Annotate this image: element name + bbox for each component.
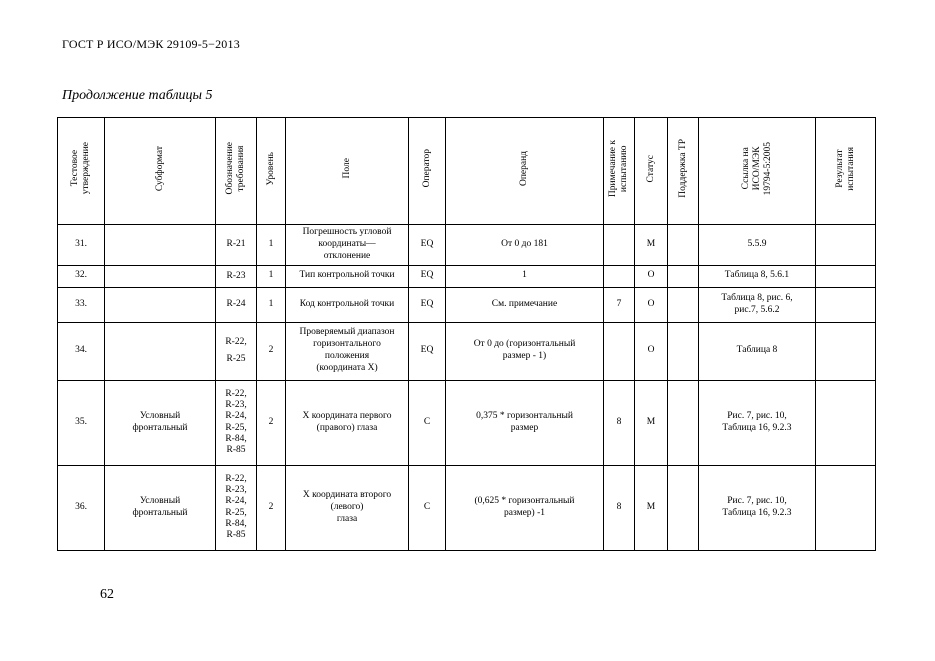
cell-tp-support xyxy=(668,265,699,287)
cell-operator: EQ xyxy=(409,265,446,287)
cell-reference: Рис. 7, рис. 10, Таблица 16, 9.2.3 xyxy=(699,380,816,465)
cell-requirement: R-22, R-23, R-24, R-25, R-84, R-85 xyxy=(216,465,257,550)
cell-id: 36. xyxy=(58,465,105,550)
table-row xyxy=(58,265,876,287)
cell-subformat xyxy=(105,322,216,380)
cell-reference: Таблица 8, рис. 6, рис.7, 5.6.2 xyxy=(699,287,816,322)
cell-reference: 5.5.9 xyxy=(699,225,816,266)
cell-tp-support xyxy=(668,322,699,380)
header-field: Поле xyxy=(286,118,409,225)
cell-level: 2 xyxy=(257,322,286,380)
cell-requirement: R-22, R-23, R-24, R-25, R-84, R-85 xyxy=(216,380,257,465)
cell-tp-support xyxy=(668,380,699,465)
cell-status: M xyxy=(635,380,668,465)
table-row xyxy=(58,287,876,322)
cell-requirement: R-21 xyxy=(216,225,257,266)
cell-field: Код контрольной точки xyxy=(286,287,409,322)
table-row xyxy=(58,380,876,465)
header-subformat: Субформат xyxy=(105,118,216,225)
header-status: Статус xyxy=(635,118,668,225)
cell-requirement: R-24 xyxy=(216,287,257,322)
cell-reference: Таблица 8 xyxy=(699,322,816,380)
cell-operator: C xyxy=(409,380,446,465)
cell-operand: (0,625 * горизонтальный размер) -1 xyxy=(446,465,604,550)
cell-operand: См. примечание xyxy=(446,287,604,322)
table-caption: Продолжение таблицы 5 xyxy=(62,88,213,103)
cell-reference: Таблица 8, 5.6.1 xyxy=(699,265,816,287)
cell-status: O xyxy=(635,287,668,322)
header-test-result: Результат испытания xyxy=(816,118,876,225)
cell-operator: EQ xyxy=(409,287,446,322)
header-operand: Операнд xyxy=(446,118,604,225)
document-standard-header: ГОСТ Р ИСО/МЭК 29109-5−2013 xyxy=(62,37,240,51)
cell-subformat: Условный фронтальный xyxy=(105,380,216,465)
cell-status: O xyxy=(635,322,668,380)
cell-field: X координата второго (левого) глаза xyxy=(286,465,409,550)
page-number: 62 xyxy=(100,587,114,602)
table-row xyxy=(58,322,876,380)
cell-subformat xyxy=(105,225,216,266)
cell-field: Погрешность угловой координаты— отклонение xyxy=(286,225,409,266)
cell-status: M xyxy=(635,465,668,550)
cell-id: 32. xyxy=(58,265,105,287)
cell-note: 8 xyxy=(604,380,635,465)
cell-level: 1 xyxy=(257,265,286,287)
cell-note: 7 xyxy=(604,287,635,322)
cell-result xyxy=(816,322,876,380)
cell-result xyxy=(816,225,876,266)
cell-result xyxy=(816,380,876,465)
cell-result xyxy=(816,287,876,322)
cell-operator: C xyxy=(409,465,446,550)
header-test-assertion: Тестовое утверждение xyxy=(58,118,105,225)
cell-status: M xyxy=(635,225,668,266)
cell-id: 31. xyxy=(58,225,105,266)
cell-level: 1 xyxy=(257,287,286,322)
cell-operand: 1 xyxy=(446,265,604,287)
table-header-row xyxy=(58,118,876,225)
cell-level: 1 xyxy=(257,225,286,266)
header-reference: Ссылка на ИСО/МЭК 19794-5:2005 xyxy=(699,118,816,225)
table-row xyxy=(58,465,876,550)
cell-subformat xyxy=(105,287,216,322)
header-requirement-id: Обозначение требования xyxy=(216,118,257,225)
cell-operator: EQ xyxy=(409,322,446,380)
table-row xyxy=(58,225,876,266)
cell-subformat xyxy=(105,265,216,287)
cell-note xyxy=(604,265,635,287)
requirements-table xyxy=(57,117,876,551)
cell-requirement: R-23 xyxy=(216,265,257,287)
cell-operand: От 0 до 181 xyxy=(446,225,604,266)
cell-id: 34. xyxy=(58,322,105,380)
cell-requirement: R-22, R-25 xyxy=(216,322,257,380)
cell-operand: 0,375 * горизонтальный размер xyxy=(446,380,604,465)
cell-tp-support xyxy=(668,225,699,266)
cell-operand: От 0 до (горизонтальный размер - 1) xyxy=(446,322,604,380)
cell-id: 35. xyxy=(58,380,105,465)
cell-id: 33. xyxy=(58,287,105,322)
cell-note xyxy=(604,225,635,266)
cell-note: 8 xyxy=(604,465,635,550)
cell-result xyxy=(816,265,876,287)
header-tp-support: Поддержка ТР xyxy=(668,118,699,225)
header-test-note: Примечание к испытанию xyxy=(604,118,635,225)
cell-operator: EQ xyxy=(409,225,446,266)
cell-note xyxy=(604,322,635,380)
cell-subformat: Условный фронтальный xyxy=(105,465,216,550)
cell-result xyxy=(816,465,876,550)
cell-field: X координата первого (правого) глаза xyxy=(286,380,409,465)
cell-field: Тип контрольной точки xyxy=(286,265,409,287)
cell-reference: Рис. 7, рис. 10, Таблица 16, 9.2.3 xyxy=(699,465,816,550)
cell-level: 2 xyxy=(257,380,286,465)
cell-tp-support xyxy=(668,465,699,550)
cell-field: Проверяемый диапазон горизонтального положения (координата X) xyxy=(286,322,409,380)
cell-tp-support xyxy=(668,287,699,322)
cell-level: 2 xyxy=(257,465,286,550)
cell-status: O xyxy=(635,265,668,287)
header-operator: Оператор xyxy=(409,118,446,225)
header-level: Уровень xyxy=(257,118,286,225)
